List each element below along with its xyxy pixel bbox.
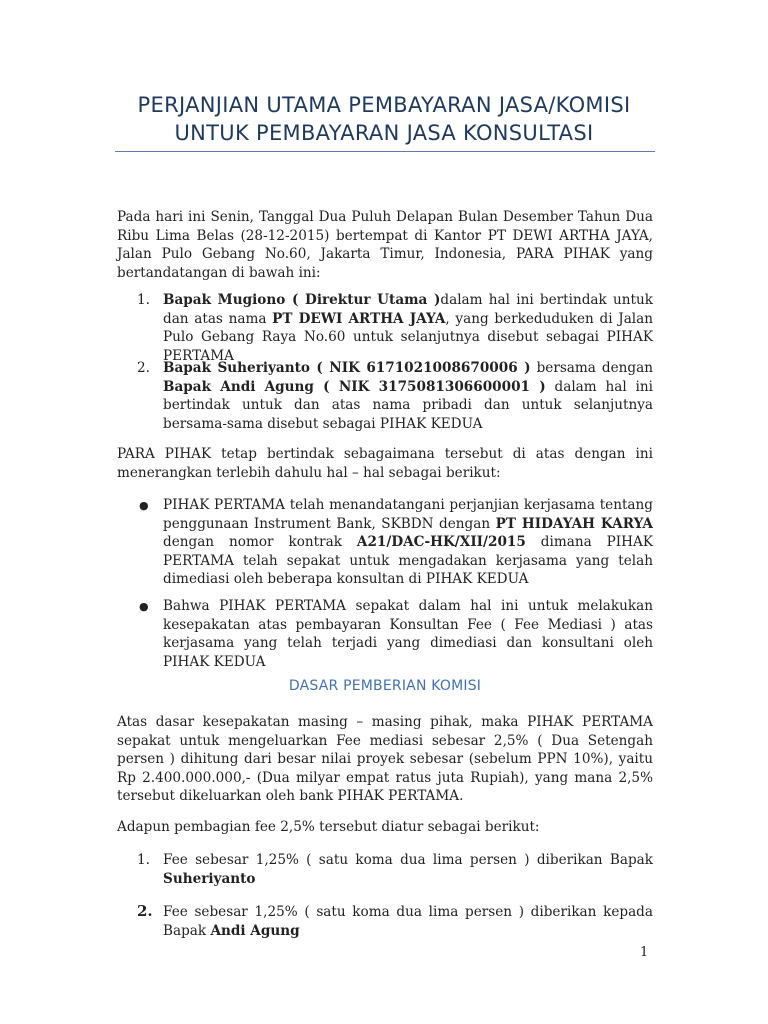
party-1-text-b: , yang berkeduduken di Jalan Pulo Gebang Raya No.60 untuk selanjutnya disebut sebagai PIHAK PERTAMA bbox=[163, 310, 654, 364]
title-divider bbox=[115, 151, 655, 152]
party-1-name: Bapak Mugiono ( Direktur Utama ) bbox=[163, 292, 441, 308]
bullet-1-item bbox=[163, 496, 653, 589]
fee-2-name: Andi Agung bbox=[210, 922, 300, 939]
party-1-number: 1. bbox=[137, 292, 150, 308]
statement-paragraph: PARA PIHAK tetap bertindak sebagaimana tersebut di atas dengan ini menerangkan terlebih dahulu hal – hal sebagai berikut: bbox=[117, 446, 653, 481]
commission-paragraph: Atas dasar kesepakatan masing – masing pihak, maka PIHAK PERTAMA sepakat untuk mengeluarkan Fee mediasi sebesar 2,5% ( Dua Setengah persen ) dihitung dari besar nilai proyek sebesar (sebelum PPN 10%), yaitu Rp 2.400.000.000,- (Dua milyar empat ratus juta Rupiah), yang mana 2,5% tersebut dikeluarkan oleh bank PIHAK PERTAMA. bbox=[117, 714, 653, 805]
party-2-text-b: dalam hal ini bertindak untuk dan atas nama pribadi dan untuk selanjutnya bersama-sama disebut sebagai PIHAK KEDUA bbox=[163, 378, 653, 432]
intro-paragraph: Pada hari ini Senin, Tanggal Dua Puluh Delapan Bulan Desember Tahun Dua Ribu Lima Belas (28-12-2015) bertempat di Kantor PT DEWI ARTHA JAYA, Jalan Pulo Gebang No.60, Jakarta Timur, Indonesia, PARA PIHAK yang bertandatangan di bawah ini: bbox=[117, 209, 653, 281]
fee-1-text: Fee sebesar 1,25% ( satu koma dua lima persen ) diberikan Bapak bbox=[163, 852, 653, 868]
party-2-name: Bapak Suheriyanto ( NIK 6171021008670006 ) bbox=[163, 360, 531, 376]
party-1-company: PT DEWI ARTHA JAYA bbox=[272, 310, 446, 327]
party-2-number: 2. bbox=[137, 360, 150, 376]
bullet-2-item: Bahwa PIHAK PERTAMA sepakat dalam hal ini untuk melakukan kesepakatan atas pembayaran Konsultan Fee ( Fee Mediasi ) atas kerjasama yang telah terjadi yang dimediasi dan konsultani oleh PIHAK KEDUA bbox=[163, 598, 653, 670]
bullet-2-icon: ● bbox=[139, 600, 149, 613]
title-line-2: UNTUK PEMBAYARAN JASA KONSULTASI bbox=[174, 121, 594, 145]
fee-1-name: Suheriyanto bbox=[163, 870, 256, 887]
bullet-1-text-b: dengan nomor kontrak bbox=[163, 534, 357, 551]
party-2-name-2: Bapak Andi Agung ( NIK 3175081306600001 ) bbox=[163, 378, 546, 395]
fee-1-item bbox=[163, 851, 653, 888]
fee-1-number: 1. bbox=[137, 852, 150, 868]
fee-intro-paragraph: Adapun pembagian fee 2,5% tersebut diatur sebagai berikut: bbox=[117, 819, 540, 835]
bullet-1-icon: ● bbox=[139, 499, 149, 512]
party-1-text-a: dalam hal ini bertindak untuk dan atas nama bbox=[163, 292, 653, 327]
fee-2-item bbox=[163, 903, 653, 940]
bullet-1-contract: A21/DAC-HK/XII/2015 bbox=[356, 534, 526, 551]
bullet-1-text-a: PIHAK PERTAMA telah menandatangani perjanjian kerjasama tentang penggunaan Instrument Bank, SKBDN dengan bbox=[163, 497, 653, 532]
party-1-item bbox=[163, 291, 653, 365]
bullet-1-text-c: dimana PIHAK PERTAMA telah sepakat untuk mengadakan kerjasama yang telah dimediasi oleh beberapa konsultan di PIHAK KEDUA bbox=[163, 534, 653, 588]
bullet-1-company: PT HIDAYAH KARYA bbox=[495, 515, 653, 532]
title-line-1: PERJANJIAN UTAMA PEMBAYARAN JASA/KOMISI bbox=[137, 93, 631, 117]
party-2-text-a: bersama dengan bbox=[530, 360, 653, 376]
section-heading: DASAR PEMBERIAN KOMISI bbox=[288, 678, 482, 694]
page-number: 1 bbox=[640, 945, 649, 960]
fee-2-number: 2. bbox=[137, 902, 153, 920]
fee-2-text: Fee sebesar 1,25% ( satu koma dua lima persen ) diberikan kepada Bapak bbox=[163, 904, 653, 939]
party-2-item bbox=[163, 359, 653, 433]
